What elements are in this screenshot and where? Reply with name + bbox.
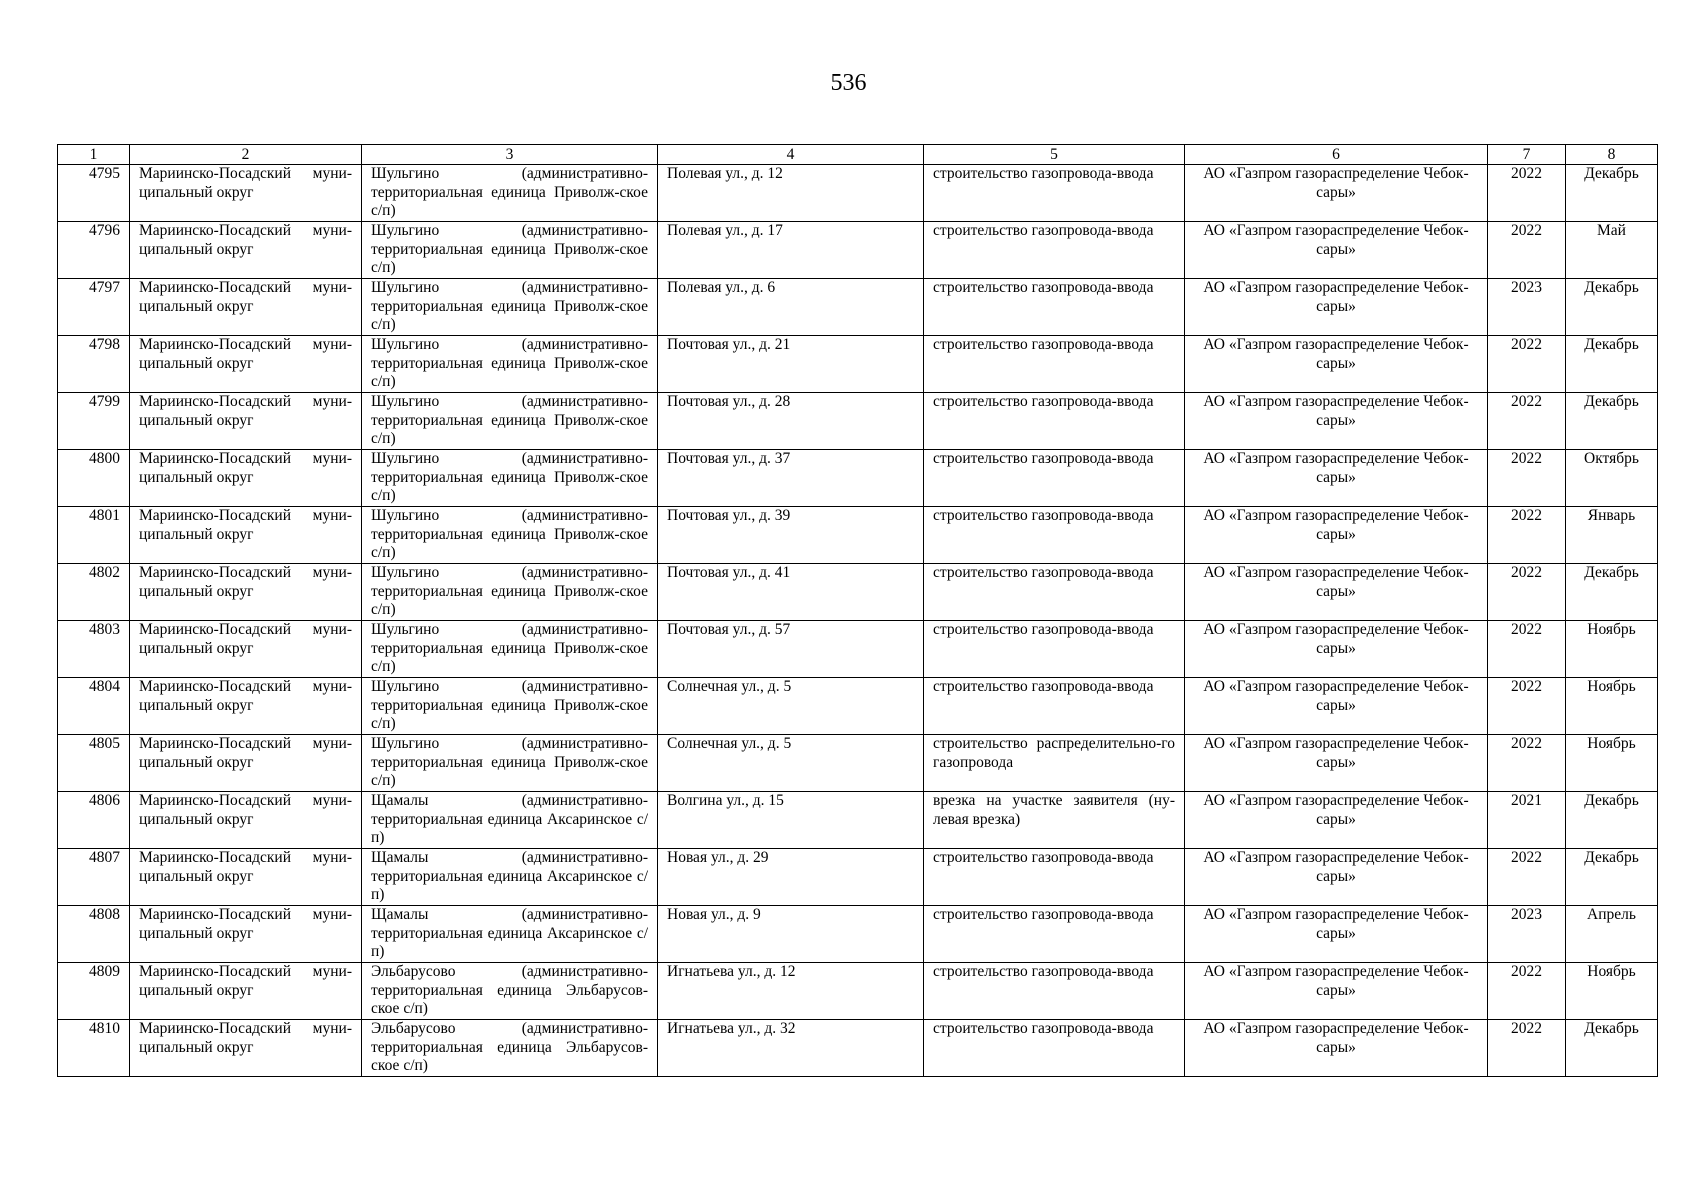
year-cell: 2023 — [1488, 906, 1566, 963]
work-type-cell: строительство газопровода-ввода — [924, 222, 1185, 279]
settlement-cell: Щамалы (административно-территориальная единица Аксаринское с/п) — [362, 849, 658, 906]
table-row — [58, 165, 1658, 222]
row-number-cell: 4804 — [58, 678, 130, 735]
table-row — [58, 222, 1658, 279]
district-cell: Мариинско-Посадский муни-ципальный округ — [130, 222, 362, 279]
table-body — [58, 165, 1658, 1077]
month-cell: Январь — [1566, 507, 1658, 564]
settlement-cell: Шульгино (административно-территориальная единица Приволж-ское с/п) — [362, 621, 658, 678]
row-number-cell: 4798 — [58, 336, 130, 393]
settlement-cell: Шульгино (административно-территориальная единица Приволж-ское с/п) — [362, 564, 658, 621]
work-type-cell: строительство газопровода-ввода — [924, 507, 1185, 564]
table-row — [58, 906, 1658, 963]
month-cell: Ноябрь — [1566, 963, 1658, 1020]
settlement-cell: Шульгино (административно-территориальная единица Приволж-ское с/п) — [362, 735, 658, 792]
district-cell: Мариинско-Посадский муни-ципальный округ — [130, 849, 362, 906]
district-cell: Мариинско-Посадский муни-ципальный округ — [130, 279, 362, 336]
year-cell: 2022 — [1488, 165, 1566, 222]
organization-cell: АО «Газпром газораспределение Чебок-сары» — [1185, 792, 1488, 849]
column-header-1: 1 — [58, 145, 130, 165]
organization-cell: АО «Газпром газораспределение Чебок-сары» — [1185, 621, 1488, 678]
table-row — [58, 279, 1658, 336]
settlement-cell: Щамалы (административно-территориальная единица Аксаринское с/п) — [362, 906, 658, 963]
year-cell: 2022 — [1488, 1020, 1566, 1077]
settlement-cell: Шульгино (административно-территориальная единица Приволж-ское с/п) — [362, 507, 658, 564]
organization-cell: АО «Газпром газораспределение Чебок-сары» — [1185, 393, 1488, 450]
work-type-cell: строительство газопровода-ввода — [924, 906, 1185, 963]
column-header-3: 3 — [362, 145, 658, 165]
district-cell: Мариинско-Посадский муни-ципальный округ — [130, 621, 362, 678]
row-number-cell: 4810 — [58, 1020, 130, 1077]
work-type-cell: строительство газопровода-ввода — [924, 963, 1185, 1020]
row-number-cell: 4795 — [58, 165, 130, 222]
table-row — [58, 735, 1658, 792]
organization-cell: АО «Газпром газораспределение Чебок-сары» — [1185, 165, 1488, 222]
table-row — [58, 450, 1658, 507]
column-header-4: 4 — [658, 145, 924, 165]
district-cell: Мариинско-Посадский муни-ципальный округ — [130, 678, 362, 735]
month-cell: Ноябрь — [1566, 735, 1658, 792]
settlement-cell: Эльбарусово (административно-территориальная единица Эльбарусов-ское с/п) — [362, 1020, 658, 1077]
table-row — [58, 963, 1658, 1020]
table-row — [58, 336, 1658, 393]
work-type-cell: врезка на участке заявителя (ну-левая врезка) — [924, 792, 1185, 849]
address-cell: Новая ул., д. 9 — [658, 906, 924, 963]
row-number-cell: 4797 — [58, 279, 130, 336]
settlement-cell: Шульгино (административно-территориальная единица Приволж-ское с/п) — [362, 222, 658, 279]
address-cell: Волгина ул., д. 15 — [658, 792, 924, 849]
address-cell: Почтовая ул., д. 41 — [658, 564, 924, 621]
district-cell: Мариинско-Посадский муни-ципальный округ — [130, 1020, 362, 1077]
row-number-cell: 4807 — [58, 849, 130, 906]
address-cell: Почтовая ул., д. 39 — [658, 507, 924, 564]
work-type-cell: строительство газопровода-ввода — [924, 1020, 1185, 1077]
settlement-cell: Шульгино (административно-территориальная единица Приволж-ское с/п) — [362, 393, 658, 450]
month-cell: Декабрь — [1566, 564, 1658, 621]
district-cell: Мариинско-Посадский муни-ципальный округ — [130, 336, 362, 393]
address-cell: Игнатьева ул., д. 12 — [658, 963, 924, 1020]
settlement-cell: Шульгино (административно-территориальная единица Приволж-ское с/п) — [362, 279, 658, 336]
row-number-cell: 4799 — [58, 393, 130, 450]
district-cell: Мариинско-Посадский муни-ципальный округ — [130, 792, 362, 849]
work-type-cell: строительство газопровода-ввода — [924, 564, 1185, 621]
month-cell: Декабрь — [1566, 1020, 1658, 1077]
work-type-cell: строительство газопровода-ввода — [924, 678, 1185, 735]
year-cell: 2022 — [1488, 450, 1566, 507]
district-cell: Мариинско-Посадский муни-ципальный округ — [130, 165, 362, 222]
organization-cell: АО «Газпром газораспределение Чебок-сары» — [1185, 336, 1488, 393]
month-cell: Октябрь — [1566, 450, 1658, 507]
work-type-cell: строительство распределительно-го газопровода — [924, 735, 1185, 792]
table-row — [58, 564, 1658, 621]
month-cell: Май — [1566, 222, 1658, 279]
district-cell: Мариинско-Посадский муни-ципальный округ — [130, 735, 362, 792]
work-type-cell: строительство газопровода-ввода — [924, 450, 1185, 507]
column-header-8: 8 — [1566, 145, 1658, 165]
settlement-cell: Шульгино (административно-территориальная единица Приволж-ское с/п) — [362, 165, 658, 222]
month-cell: Декабрь — [1566, 336, 1658, 393]
address-cell: Новая ул., д. 29 — [658, 849, 924, 906]
year-cell: 2022 — [1488, 963, 1566, 1020]
table-row — [58, 678, 1658, 735]
data-table — [57, 144, 1658, 1077]
settlement-cell: Шульгино (административно-территориальная единица Приволж-ское с/п) — [362, 678, 658, 735]
organization-cell: АО «Газпром газораспределение Чебок-сары» — [1185, 849, 1488, 906]
row-number-cell: 4796 — [58, 222, 130, 279]
work-type-cell: строительство газопровода-ввода — [924, 621, 1185, 678]
address-cell: Полевая ул., д. 6 — [658, 279, 924, 336]
organization-cell: АО «Газпром газораспределение Чебок-сары» — [1185, 678, 1488, 735]
month-cell: Ноябрь — [1566, 621, 1658, 678]
district-cell: Мариинско-Посадский муни-ципальный округ — [130, 507, 362, 564]
row-number-cell: 4803 — [58, 621, 130, 678]
address-cell: Игнатьева ул., д. 32 — [658, 1020, 924, 1077]
district-cell: Мариинско-Посадский муни-ципальный округ — [130, 564, 362, 621]
year-cell: 2022 — [1488, 336, 1566, 393]
work-type-cell: строительство газопровода-ввода — [924, 336, 1185, 393]
year-cell: 2022 — [1488, 393, 1566, 450]
organization-cell: АО «Газпром газораспределение Чебок-сары» — [1185, 279, 1488, 336]
column-number-row — [58, 145, 1658, 165]
settlement-cell: Щамалы (административно-территориальная единица Аксаринское с/п) — [362, 792, 658, 849]
organization-cell: АО «Газпром газораспределение Чебок-сары» — [1185, 507, 1488, 564]
organization-cell: АО «Газпром газораспределение Чебок-сары» — [1185, 906, 1488, 963]
organization-cell: АО «Газпром газораспределение Чебок-сары» — [1185, 963, 1488, 1020]
settlement-cell: Шульгино (административно-территориальная единица Приволж-ское с/п) — [362, 450, 658, 507]
address-cell: Почтовая ул., д. 28 — [658, 393, 924, 450]
organization-cell: АО «Газпром газораспределение Чебок-сары» — [1185, 564, 1488, 621]
month-cell: Ноябрь — [1566, 678, 1658, 735]
address-cell: Почтовая ул., д. 21 — [658, 336, 924, 393]
month-cell: Декабрь — [1566, 849, 1658, 906]
year-cell: 2022 — [1488, 564, 1566, 621]
year-cell: 2021 — [1488, 792, 1566, 849]
address-cell: Почтовая ул., д. 57 — [658, 621, 924, 678]
row-number-cell: 4805 — [58, 735, 130, 792]
table-row — [58, 393, 1658, 450]
table-row — [58, 621, 1658, 678]
work-type-cell: строительство газопровода-ввода — [924, 849, 1185, 906]
table-row — [58, 792, 1658, 849]
month-cell: Апрель — [1566, 906, 1658, 963]
row-number-cell: 4808 — [58, 906, 130, 963]
work-type-cell: строительство газопровода-ввода — [924, 393, 1185, 450]
month-cell: Декабрь — [1566, 165, 1658, 222]
row-number-cell: 4800 — [58, 450, 130, 507]
column-header-6: 6 — [1185, 145, 1488, 165]
address-cell: Полевая ул., д. 17 — [658, 222, 924, 279]
year-cell: 2022 — [1488, 678, 1566, 735]
column-header-2: 2 — [130, 145, 362, 165]
district-cell: Мариинско-Посадский муни-ципальный округ — [130, 393, 362, 450]
address-cell: Солнечная ул., д. 5 — [658, 735, 924, 792]
table-row — [58, 507, 1658, 564]
row-number-cell: 4802 — [58, 564, 130, 621]
year-cell: 2022 — [1488, 507, 1566, 564]
table-row — [58, 1020, 1658, 1077]
address-cell: Почтовая ул., д. 37 — [658, 450, 924, 507]
settlement-cell: Эльбарусово (административно-территориальная единица Эльбарусов-ское с/п) — [362, 963, 658, 1020]
organization-cell: АО «Газпром газораспределение Чебок-сары» — [1185, 222, 1488, 279]
district-cell: Мариинско-Посадский муни-ципальный округ — [130, 963, 362, 1020]
district-cell: Мариинско-Посадский муни-ципальный округ — [130, 906, 362, 963]
organization-cell: АО «Газпром газораспределение Чебок-сары» — [1185, 1020, 1488, 1077]
address-cell: Полевая ул., д. 12 — [658, 165, 924, 222]
settlement-cell: Шульгино (административно-территориальная единица Приволж-ское с/п) — [362, 336, 658, 393]
organization-cell: АО «Газпром газораспределение Чебок-сары» — [1185, 450, 1488, 507]
row-number-cell: 4806 — [58, 792, 130, 849]
year-cell: 2022 — [1488, 735, 1566, 792]
organization-cell: АО «Газпром газораспределение Чебок-сары» — [1185, 735, 1488, 792]
row-number-cell: 4809 — [58, 963, 130, 1020]
page-number: 536 — [830, 70, 867, 96]
district-cell: Мариинско-Посадский муни-ципальный округ — [130, 450, 362, 507]
work-type-cell: строительство газопровода-ввода — [924, 165, 1185, 222]
year-cell: 2022 — [1488, 621, 1566, 678]
column-header-5: 5 — [924, 145, 1185, 165]
month-cell: Декабрь — [1566, 393, 1658, 450]
month-cell: Декабрь — [1566, 279, 1658, 336]
year-cell: 2022 — [1488, 222, 1566, 279]
column-header-7: 7 — [1488, 145, 1566, 165]
work-type-cell: строительство газопровода-ввода — [924, 279, 1185, 336]
month-cell: Декабрь — [1566, 792, 1658, 849]
address-cell: Солнечная ул., д. 5 — [658, 678, 924, 735]
year-cell: 2022 — [1488, 849, 1566, 906]
table-row — [58, 849, 1658, 906]
row-number-cell: 4801 — [58, 507, 130, 564]
year-cell: 2023 — [1488, 279, 1566, 336]
